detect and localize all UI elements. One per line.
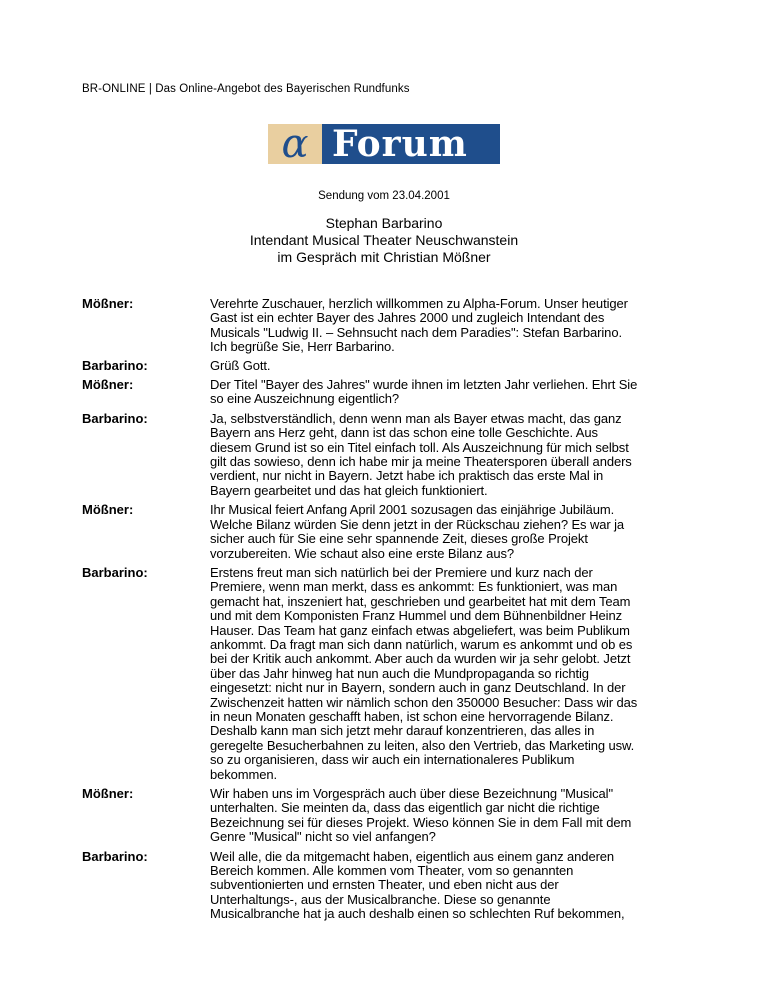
speech-line: so eine Auszeichnung eigentlich? [210,391,400,407]
alpha-logo-icon: α [268,124,322,164]
speech-line: Verehrte Zuschauer, herzlich willkommen zu Alpha-Forum. Unser heutiger [210,296,628,311]
speech-line: subventionierten und ernsten Theater, und eben nicht aus der [210,877,559,893]
speech-line: ankommt. Da fragt man sich dann natürlich, warum es ankommt und ob es [210,636,633,652]
guest-role: Intendant Musical Theater Neuschwanstein [249,232,519,248]
site-header: BR-ONLINE | Das Online-Angebot des Bayerischen Rundfunks [82,83,410,95]
speaker-label: Mößner: [82,296,134,311]
speech-line: unterhalten. Sie meinten da, dass das eigentlich gar nicht die richtige [210,800,600,816]
transcript-entry [82,412,702,498]
transcript [82,292,702,922]
speaker-label: Barbarino: [82,564,148,580]
speech-line: Gast ist ein echter Bayer des Jahres 2000 und zugleich Intendant des [210,310,605,326]
speech-line: bei der Kritik auch ankommt. Aber auch da wurden wir ja sehr gelobt. Jetzt [210,651,631,667]
speaker-label: Barbarino: [82,410,148,426]
speech-line: eingesetzt: nicht nur in Bayern, sondern auch in ganz Deutschland. In der [210,680,626,696]
speaker-label: Mößner: [82,377,134,393]
speaker-label: Mößner: [82,786,134,801]
speech-text [210,359,690,373]
speech-line: Weil alle, die da mitgemacht haben, eigentlich aus einem ganz anderen [210,848,615,864]
forum-logo-text: Forum [322,124,500,164]
transcript-entry [82,378,702,407]
speech-line: in neun Monaten geschafft haben, ist schon eine hervorragende Bilanz. [210,708,614,724]
alpha-forum-logo [268,121,500,167]
speech-line: Zwischenzeit hatten wir nämlich schon den 350000 Besucher: Dass wir das [210,694,638,710]
speech-text [210,503,690,561]
transcript-entry [82,297,702,355]
speech-line: Deshalb kann man sich jetzt mehr darauf konzentrieren, das alles in [210,723,595,739]
speech-line: Grüß Gott. [210,357,271,373]
speech-line: Wir haben uns im Vorgespräch auch über diese Bezeichnung "Musical" [210,786,613,801]
speech-line: und mit dem Komponisten Franz Hummel und dem Bühnenbildner Heinz [210,608,622,624]
transcript-entry [82,787,702,845]
speech-line: Bezeichnung sei für dieses Projekt. Wieso können Sie in dem Fall mit dem [210,814,632,830]
speech-line: Premiere, wenn man merkt, dass es ankommt: Es funktioniert, was man [210,579,618,595]
speech-line: so zu organisieren, dass wir auch ein internationaleres Publikum [210,752,575,768]
speech-text [210,850,690,922]
speech-text [210,412,690,498]
speech-line: sicher auch für Sie eine sehr spannende Zeit, dieses große Projekt [210,531,588,547]
transcript-entry [82,566,702,782]
speech-line: Der Titel "Bayer des Jahres" wurde ihnen im letzten Jahr verliehen. Ehrt Sie [210,377,638,393]
interviewer-line: im Gespräch mit Christian Mößner [277,249,491,265]
speech-line: gilt das sowieso, denn ich habe mir ja meine Theatersporen überall anders [210,454,632,470]
speech-line: gemacht hat, inszeniert hat, geschrieben und gearbeitet hat mit dem Team [210,593,631,609]
speech-line: Hauser. Das Team hat ganz einfach etwas abgeliefert, was beim Publikum [210,622,630,638]
speech-text [210,297,690,355]
speech-text [210,566,690,782]
speech-line: Bereich kommen. Alle kommen vom Theater, vom so genannten [210,863,574,879]
speaker-label: Mößner: [82,502,134,518]
speech-line: über das Jahr hinweg hat nun auch die Mundpropaganda so richtig [210,665,589,681]
speech-line: Ihr Musical feiert Anfang April 2001 sozusagen das einjährige Jubiläum. [210,502,615,518]
speech-line: geregelte Besucherbahnen zu leiten, also den Vertrieb, das Marketing usw. [210,737,635,753]
speech-line: diesem Grund ist so ein Titel einfach toll. Als Auszeichnung für mich selbst [210,439,629,455]
speech-line: Musicals "Ludwig II. – Sehnsucht nach dem Paradies": Stefan Barbarino. [210,324,622,340]
transcript-entry [82,850,702,922]
speech-line: Bayern gearbeitet und das hat gleich funktioniert. [210,482,488,498]
speech-line: Unterhaltungs-, aus der Musicalbranche. Diese so genannte [210,891,551,907]
speech-line: verdient, nur nicht in Bayern. Jetzt habe ich praktisch das erste Mal in [210,468,604,484]
speech-line: Ja, selbstverständlich, denn wenn man als Bayer etwas macht, das ganz [210,410,622,426]
speech-line: vorzubereiten. Wie schaut also eine erste Bilanz aus? [210,545,514,561]
transcript-entry [82,359,702,373]
broadcast-date: Sendung vom 23.04.2001 [318,190,450,202]
speech-text [210,787,690,845]
speech-line: bekommen. [210,766,278,782]
speech-line: Welche Bilanz würden Sie denn jetzt in der Rückschau ziehen? Es war ja [210,516,625,532]
transcript-entry [82,503,702,561]
speech-text [210,378,690,407]
speaker-label: Barbarino: [82,848,148,864]
speech-line: Erstens freut man sich natürlich bei der Premiere und kurz nach der [210,564,593,580]
speech-line: Bayern ans Herz geht, dann ist das schon eine tolle Geschichte. Aus [210,425,598,441]
speech-line: Musicalbranche hat ja auch deshalb einen so schlechten Ruf bekommen, [210,906,625,922]
page-title [0,215,768,266]
speech-line: Ich begrüße Sie, Herr Barbarino. [210,339,395,355]
speaker-label: Barbarino: [82,357,148,373]
guest-name: Stephan Barbarino [325,215,443,231]
speech-line: Genre "Musical" nicht so viel anfangen? [210,829,436,845]
